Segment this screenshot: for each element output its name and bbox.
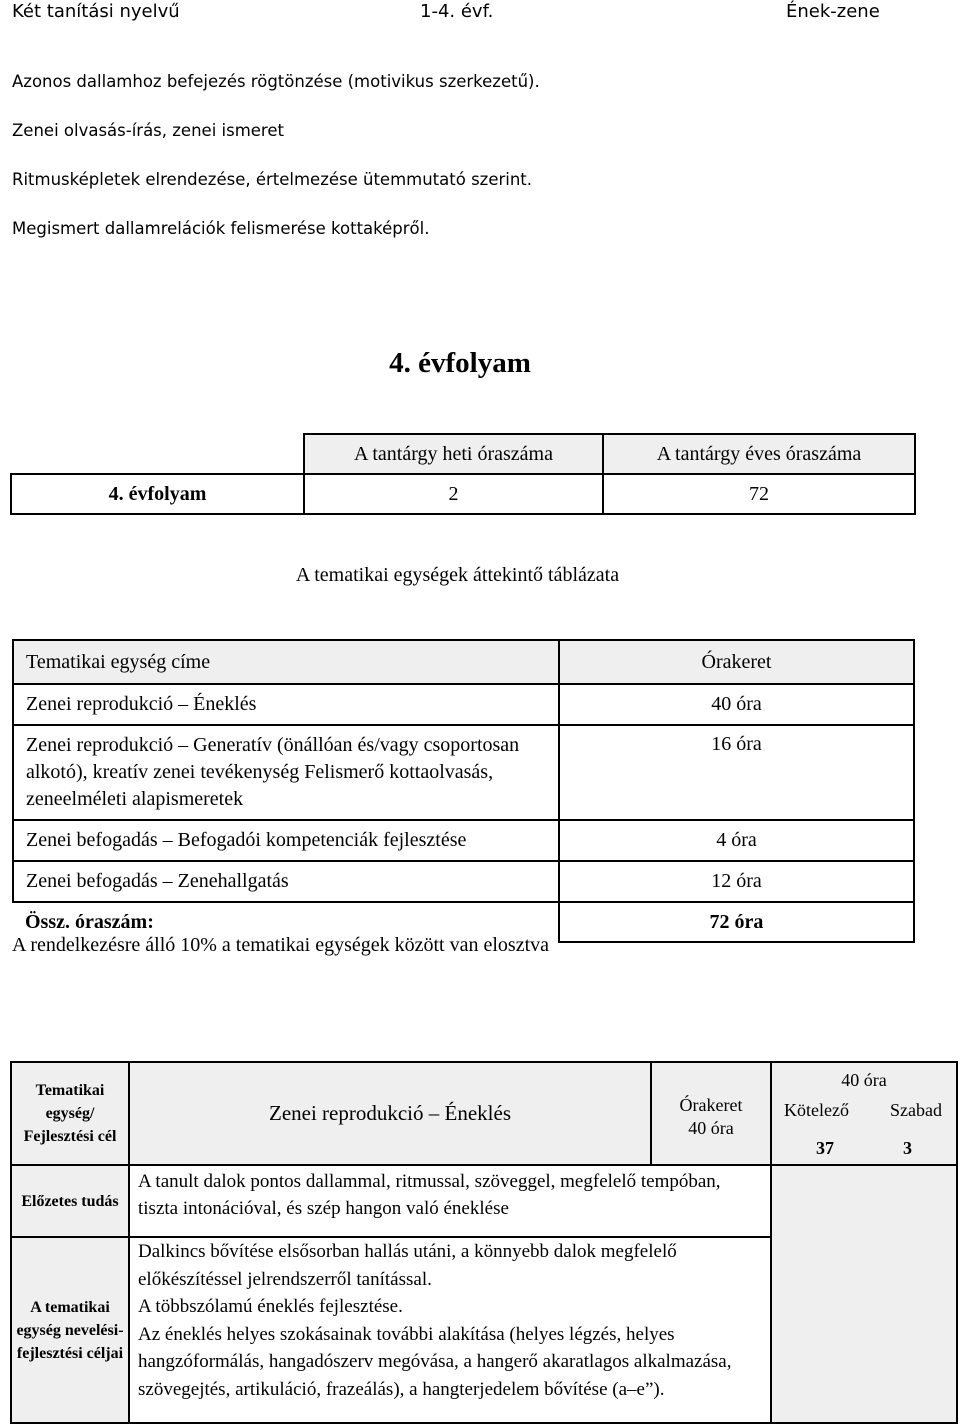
- hours-column-header: Órakeret: [559, 640, 914, 684]
- goal-line: A többszólamú éneklés fejlesztése.: [138, 1296, 403, 1317]
- yearly-hours-value: 72: [603, 474, 915, 514]
- intro-line: Megismert dallamrelációk felismerése kottaképről.: [12, 219, 430, 238]
- hours-split-labels: [772, 1092, 956, 1122]
- intro-line: Zenei olvasás-írás, zenei ismeret: [12, 121, 284, 140]
- unit-column-header: Tematikai egység címe: [13, 640, 559, 684]
- unit-cell: Zenei reprodukció – Éneklés: [13, 684, 559, 725]
- unit-cell: Zenei befogadás – Zenehallgatás: [13, 861, 559, 902]
- yearly-hours-header: A tantárgy éves óraszáma: [603, 434, 915, 474]
- hours-split-values: [772, 1122, 956, 1160]
- goals-text-cell: [129, 1237, 771, 1423]
- unit-table: [10, 1061, 958, 1424]
- hours-split-cell: [771, 1062, 957, 1165]
- unit-cell: Zenei befogadás – Befogadói kompetenciák fejlesztése: [13, 820, 559, 861]
- table-row: [13, 684, 914, 725]
- intro-line: Azonos dallamhoz befejezés rögtönzése (motivikus szerkezetű).: [12, 72, 540, 91]
- goals-label: A tematikai egység nevelési-fejlesztési céljai: [11, 1237, 129, 1423]
- hours-cell: 12 óra: [559, 861, 914, 902]
- empty-cell: [11, 434, 304, 474]
- weekly-hours-header: A tantárgy heti óraszáma: [304, 434, 603, 474]
- hours-frame-value: 40 óra: [688, 1117, 734, 1138]
- table-row: [13, 725, 914, 820]
- mandatory-value: 37: [816, 1137, 834, 1158]
- header-right: Ének-zene: [786, 1, 880, 22]
- hours-cell: 16 óra: [559, 725, 914, 820]
- intro-line: Ritmusképletek elrendezése, értelmezése ütemmutató szerint.: [12, 170, 533, 189]
- hours-frame-cell: [651, 1062, 771, 1165]
- unit-cell: Zenei reprodukció – Generatív (önállóan és/vagy csoportosan alkotó), kreatív zenei tevékenység Felismerő kottaolvasás, zeneelméleti alapismeretek: [13, 725, 559, 820]
- total-hours: 72 óra: [559, 902, 914, 942]
- hours-cell: 40 óra: [559, 684, 914, 725]
- goal-line: Dalkincs bővítése elsősorban hallás utáni, a könnyebb dalok megfelelő előkészítéssel jelrendszerről tanítással.: [138, 1241, 677, 1290]
- total-label: Össz. óraszám:: [13, 902, 559, 942]
- goal-line: Az éneklés helyes szokásainak további alakítása (helyes légzés, helyes hangzóformálás, hangadószerv megóvása, a hangerő akaratlagos alkalmazása, szövegejtés, artikuláció, frazeálás), a hangterjedelem bővítése (a–e”).: [138, 1323, 732, 1400]
- grade-title: 4. évfolyam: [389, 347, 531, 379]
- prior-knowledge-text: A tanult dalok pontos dallammal, ritmussal, szöveggel, megfelelő tempóban, tiszta intonációval, és szép hangon való éneklése: [129, 1165, 771, 1237]
- hours-table: [10, 433, 916, 515]
- empty-gray-cell: [771, 1165, 957, 1423]
- distribution-note: A rendelkezésre álló 10% a tematikai egységek között van elosztva: [12, 934, 550, 956]
- mandatory-label: Kötelező: [784, 1099, 849, 1120]
- weekly-hours-value: 2: [304, 474, 603, 514]
- free-value: 3: [903, 1137, 912, 1158]
- unit-label-cell: Tematikai egység/ Fejlesztési cél: [11, 1062, 129, 1165]
- prior-knowledge-label: Előzetes tudás: [11, 1165, 129, 1237]
- overview-table: [12, 639, 915, 943]
- header-left: Két tanítási nyelvű: [12, 1, 180, 22]
- overview-title: A tematikai egységek áttekintő táblázata: [295, 564, 620, 586]
- table-row: [13, 861, 914, 902]
- hours-frame-label: Órakeret: [679, 1094, 743, 1115]
- grade-row-label: 4. évfolyam: [11, 474, 304, 514]
- hours-cell: 4 óra: [559, 820, 914, 861]
- free-label: Szabad: [890, 1099, 942, 1120]
- table-row: [13, 820, 914, 861]
- hours-total: 40 óra: [841, 1069, 887, 1090]
- header-center: 1-4. évf.: [420, 1, 494, 22]
- unit-title-cell: Zenei reprodukció – Éneklés: [129, 1062, 651, 1165]
